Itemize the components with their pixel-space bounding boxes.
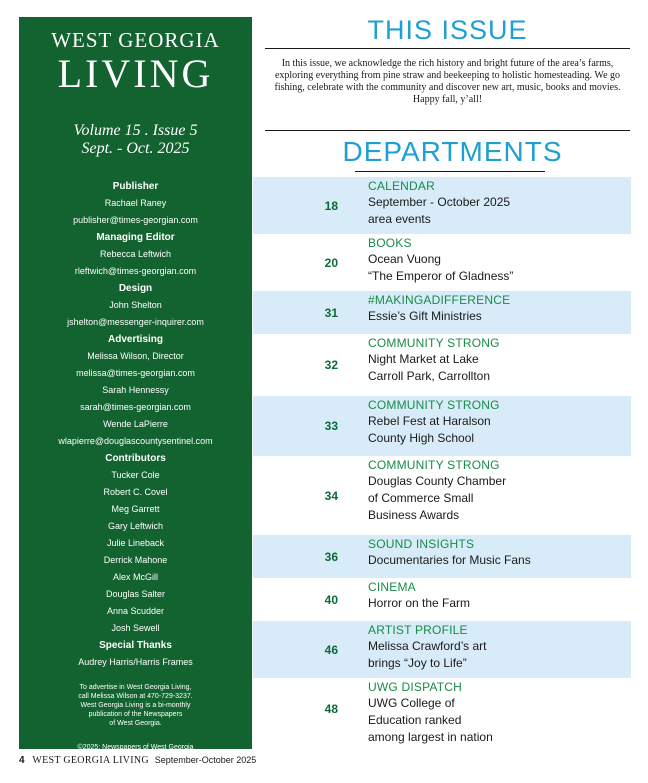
department-body [361, 234, 513, 291]
issue-block [19, 122, 252, 158]
department-category: COMMUNITY STRONG [368, 458, 500, 472]
page-number: 4 [19, 755, 25, 766]
staff-line: Tucker Cole [111, 470, 160, 480]
department-row[interactable] [253, 177, 631, 234]
staff-line: sarah@times-georgian.com [80, 402, 191, 412]
footer-date: September-October 2025 [154, 755, 257, 765]
masthead-panel [19, 17, 252, 749]
divider-middle [265, 130, 630, 131]
staff-line: Meg Garrett [111, 504, 160, 514]
department-body [361, 678, 493, 744]
department-page-number: 40 [324, 592, 338, 607]
department-page-number: 31 [324, 305, 338, 320]
staff-line: Alex McGill [112, 572, 158, 582]
staff-line: Rebecca Leftwich [99, 249, 172, 259]
department-row[interactable] [253, 678, 631, 744]
department-category: SOUND INSIGHTS [368, 537, 475, 551]
department-title-line: September - October 2025 [368, 195, 511, 209]
departments-list [253, 177, 631, 744]
staff-line: Douglas Salter [105, 589, 166, 599]
brand-top: WEST GEORGIA [51, 28, 220, 52]
department-row[interactable] [253, 535, 631, 578]
department-category: COMMUNITY STRONG [368, 398, 500, 412]
department-title-line: Melissa Crawford’s art [368, 639, 487, 653]
department-title-line: UWG College of [368, 696, 455, 710]
department-row[interactable] [253, 456, 631, 535]
staff-line: publisher@times-georgian.com [73, 215, 198, 225]
department-title-line: Douglas County Chamber [368, 474, 507, 488]
staff-line: Sarah Hennessy [102, 385, 169, 395]
this-issue-title: THIS ISSUE [367, 15, 528, 45]
staff-role: Managing Editor [96, 232, 175, 243]
department-body [361, 535, 531, 578]
issue-dates: Sept. - Oct. 2025 [81, 140, 190, 157]
issue-intro: In this issue, we acknowledge the rich history and bright future of the area’s farms, exploring everything from pine straw and beekeeping to holistic homesteading. We go fishing, celebrate with the community and discover new art, music, books and movies. Happy fall, y’all! [274, 58, 621, 105]
footnote-line: call Melissa Wilson at 470-729-3237. [78, 693, 193, 700]
department-category: CINEMA [368, 580, 416, 594]
staff-line: Rachael Raney [104, 198, 167, 208]
department-title-line: brings “Joy to Life” [368, 656, 467, 670]
department-page-number: 34 [324, 488, 338, 503]
department-page-number: 20 [324, 255, 338, 270]
department-body [361, 334, 500, 396]
staff-line: Josh Sewell [111, 623, 160, 633]
footnote-line: publication of the Newspapers [88, 711, 183, 718]
department-row[interactable] [253, 621, 631, 678]
department-page-number: 46 [324, 642, 338, 657]
departments-underline [355, 171, 545, 172]
department-category: COMMUNITY STRONG [368, 336, 500, 350]
staff-role: Design [118, 283, 153, 294]
volume-issue: Volume 15 . Issue 5 [73, 122, 198, 139]
staff-line: John Shelton [109, 300, 162, 310]
department-title-line: Business Awards [368, 508, 460, 522]
staff-role: Special Thanks [99, 640, 172, 651]
staff-line: Audrey Harris/Harris Frames [78, 657, 193, 667]
departments-title: DEPARTMENTS [342, 136, 563, 167]
department-body [361, 578, 470, 621]
footnote-line: of West Georgia. [109, 720, 162, 727]
staff-list [19, 178, 252, 671]
department-title-line: Documentaries for Music Fans [368, 553, 531, 567]
department-page-number: 18 [324, 198, 338, 213]
department-row[interactable] [253, 234, 631, 291]
department-title-line: Essie’s Gift Ministries [368, 309, 482, 323]
department-title-line: “The Emperor of Gladness” [368, 269, 514, 283]
staff-line: jshelton@messenger-inquirer.com [67, 317, 204, 327]
department-page-number: 32 [324, 358, 338, 372]
department-body [361, 456, 506, 535]
staff-role: Publisher [112, 181, 159, 192]
staff-line: Anna Scudder [106, 606, 165, 616]
staff-role: Advertising [107, 334, 163, 345]
advertising-footnote [19, 683, 252, 728]
department-row[interactable] [253, 291, 631, 334]
department-title-line: of Commerce Small [368, 491, 474, 505]
department-page-number: 48 [324, 702, 338, 716]
department-body [361, 177, 510, 234]
staff-role: Contributors [105, 453, 166, 464]
divider-top [265, 48, 630, 49]
footnote-line: To advertise in West Georgia Living, [79, 684, 192, 691]
staff-line: Melissa Wilson, Director [87, 351, 184, 361]
staff-line: wlapierre@douglascountysentinel.com [58, 436, 213, 446]
department-title-line: Rebel Fest at Haralson [368, 414, 491, 428]
department-title-line: area events [368, 212, 431, 226]
staff-line: melissa@times-georgian.com [76, 368, 195, 378]
department-category: #MAKINGADIFFERENCE [368, 293, 511, 307]
staff-line: Gary Leftwich [107, 521, 164, 531]
department-row[interactable] [253, 334, 631, 396]
department-title-line: County High School [368, 431, 475, 445]
copyright: ©2025; Newspapers of West Georgia [77, 744, 194, 751]
department-body [361, 291, 510, 334]
staff-line: Julie Lineback [106, 538, 165, 548]
staff-line: Robert C. Covel [103, 487, 168, 497]
department-category: CALENDAR [368, 179, 435, 193]
department-row[interactable] [253, 578, 631, 621]
department-title-line: Education ranked [368, 713, 462, 727]
department-title-line: among largest in nation [368, 730, 493, 744]
brand-logo: LIVING [57, 51, 214, 96]
department-body [361, 621, 486, 678]
department-title-line: Horror on the Farm [368, 596, 471, 610]
staff-line: Derrick Mahone [103, 555, 168, 565]
footer-publication: WEST GEORGIA LIVING [32, 755, 149, 766]
department-title-line: Carroll Park, Carrollton [368, 369, 491, 383]
department-category: ARTIST PROFILE [368, 623, 468, 637]
department-title-line: Night Market at Lake [368, 352, 479, 366]
department-category: UWG DISPATCH [368, 680, 462, 694]
department-page-number: 36 [324, 549, 338, 564]
staff-line: Wende LaPierre [103, 419, 168, 429]
page-footer [19, 754, 256, 767]
department-page-number: 33 [324, 419, 338, 433]
department-row[interactable] [253, 396, 631, 456]
footnote-line: West Georgia Living is a bi-monthly [80, 702, 191, 709]
department-title-line: Ocean Vuong [368, 252, 441, 266]
department-body [361, 396, 500, 456]
department-category: BOOKS [368, 236, 412, 250]
staff-line: rleftwich@times-georgian.com [74, 266, 197, 276]
